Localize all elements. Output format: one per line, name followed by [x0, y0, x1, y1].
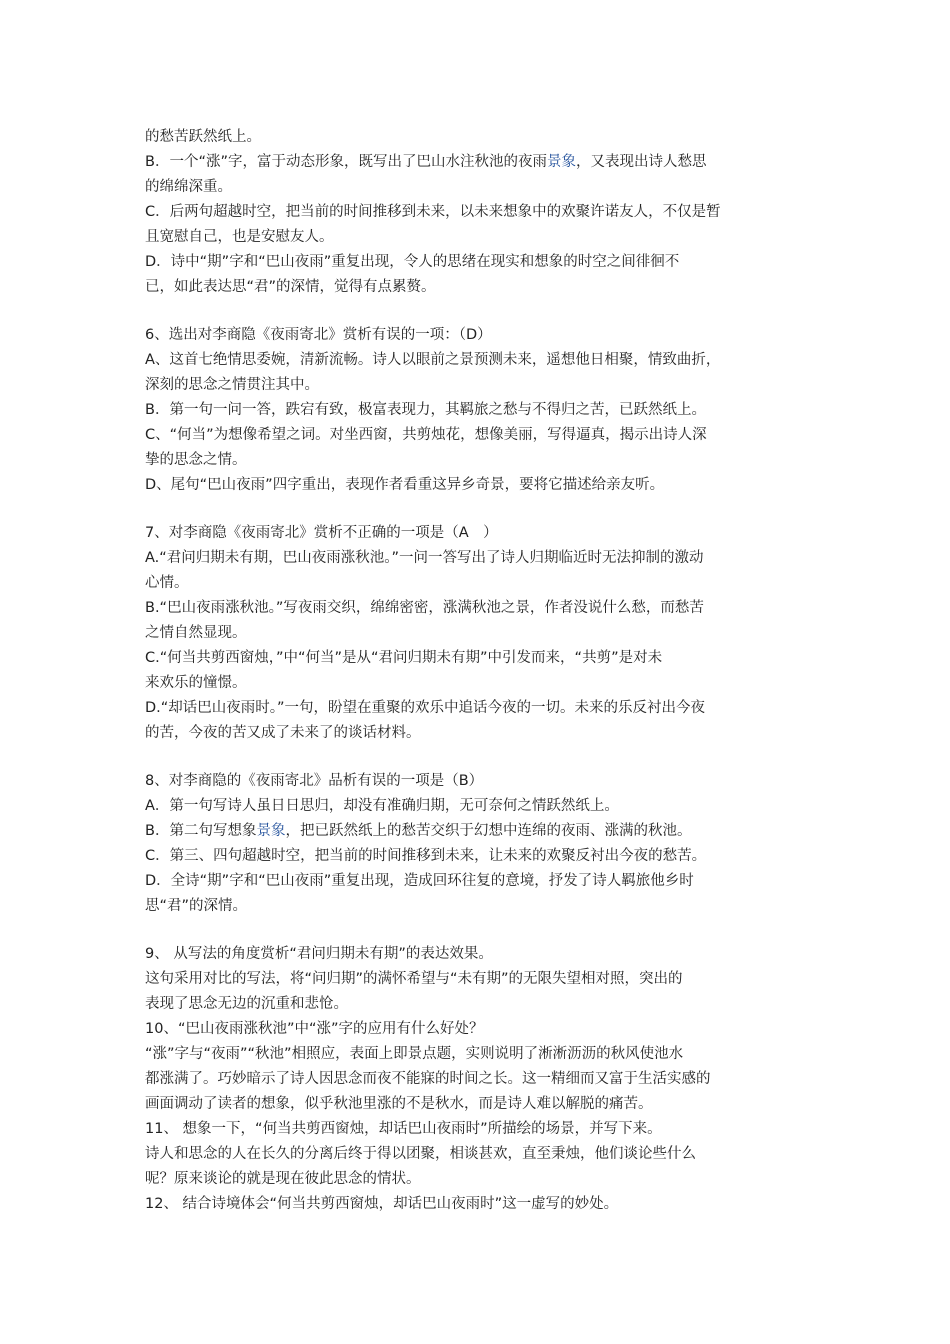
text-line: D．诗中“期”字和“巴山夜雨”重复出现，令人的思绪在现实和想象的时空之间徘徊不 [145, 254, 680, 270]
text-line: C．第三、四句超越时空，把当前的时间推移到未来，让未来的欢聚反衬出今夜的愁苦。 [145, 848, 707, 864]
paragraph-gap [145, 746, 815, 769]
text-line: 挚的思念之情。 [145, 452, 247, 468]
text-line: 的苦，今夜的苦又成了未来了的谈话材料。 [145, 725, 421, 741]
text-line: A.“君问归期未有期，巴山夜雨涨秋池。”一问一答写出了诗人归期临近时无法抑制的激动 [145, 550, 704, 566]
text-line: B．第一句一问一答，跌宕有致，极富表现力，其羁旅之愁与不得归之苦，已跃然纸上。 [145, 402, 706, 418]
text-line: C．后两句超越时空，把当前的时间推移到未来，以未来想象中的欢聚许诺友人，不仅是暂 [145, 204, 721, 220]
text-line: 的绵绵深重。 [145, 179, 232, 195]
text-line: 来欢乐的憧憬。 [145, 675, 247, 691]
text-line: D．全诗“期”字和“巴山夜雨”重复出现，造成回环往复的意境，抒发了诗人羁旅他乡时 [145, 873, 694, 889]
paragraph-gap [145, 300, 815, 323]
text-line: 深刻的思念之情贯注其中。 [145, 377, 319, 393]
text-line: 的愁苦跃然纸上。 [145, 129, 261, 145]
text-line: A．第一句写诗人虽日日思归，却没有准确归期，无可奈何之情跃然纸上。 [145, 798, 619, 814]
paragraph-gap [145, 498, 815, 521]
text-segment: ，又表现出诗人愁思 [575, 154, 707, 170]
text-segment: B．第二句写想象 [145, 823, 257, 839]
question-title: 6、选出对李商隐《夜雨寄北》赏析有误的一项：（D） [145, 327, 492, 343]
text-line: C、“何当”为想像希望之词。对坐西窗，共剪烛花，想像美丽，写得逼真，揭示出诗人深 [145, 427, 707, 443]
question-title: 12、 结合诗境体会“何当共剪西窗烛，却话巴山夜雨时”这一虚写的妙处。 [145, 1196, 619, 1212]
text-line: 已，如此表达思“君”的深情，觉得有点累赘。 [145, 279, 436, 295]
text-segment: B．一个“涨”字，富于动态形象，既写出了巴山水注秋池的夜雨 [145, 154, 547, 170]
text-line: B.“巴山夜雨涨秋池。”写夜雨交织，绵绵密密，涨满秋池之景，作者没说什么愁，而愁苦 [145, 600, 704, 616]
text-line: 心情。 [145, 575, 189, 591]
text-line: 表现了思念无边的沉重和悲怆。 [145, 996, 348, 1012]
text-line: 这句采用对比的写法，将“问归期”的满怀希望与“未有期”的无限失望相对照，突出的 [145, 971, 683, 987]
document-page [145, 125, 815, 1217]
text-line: 之情自然显现。 [145, 625, 247, 641]
question-title: 8、对李商隐的《夜雨寄北》品析有误的一项是（B） [145, 773, 484, 789]
question-title: 9、 从写法的角度赏析“君问归期未有期”的表达效果。 [145, 946, 493, 962]
hyperlink-jingxiang[interactable]: 景象 [546, 154, 576, 170]
text-line [145, 150, 815, 175]
text-line: 诗人和思念的人在长久的分离后终于得以团聚，相谈甚欢，直至秉烛，他们谈论些什么 [145, 1146, 696, 1162]
question-title: 11、 想象一下，“何当共剪西窗烛，却话巴山夜雨时”所描绘的场景，并写下来。 [145, 1121, 662, 1137]
text-segment: ，把已跃然纸上的愁苦交织于幻想中连绵的夜雨、涨满的秋池。 [285, 823, 692, 839]
paragraph-gap [145, 919, 815, 942]
text-line: “涨”字与“夜雨”“秋池”相照应，表面上即景点题，实则说明了淅淅沥沥的秋风使池水 [145, 1046, 684, 1062]
text-line: 都涨满了。巧妙暗示了诗人因思念而夜不能寐的时间之长。这一精细而又富于生活实感的 [145, 1071, 711, 1087]
hyperlink-jingxiang[interactable]: 景象 [256, 823, 286, 839]
question-title: 10、“巴山夜雨涨秋池”中“涨”字的应用有什么好处？ [145, 1021, 484, 1037]
question-title: 7、对李商隐《夜雨寄北》赏析不正确的一项是（A ） [145, 525, 498, 541]
text-line: A、这首七绝情思委婉，清新流畅。诗人以眼前之景预测未来，遥想他日相聚，情致曲折， [145, 352, 721, 368]
text-line: 画面调动了读者的想象，似乎秋池里涨的不是秋水，而是诗人难以解脱的痛苦。 [145, 1096, 653, 1112]
text-line: 呢？原来谈论的就是现在彼此思念的情状。 [145, 1171, 421, 1187]
text-line: C.“何当共剪西窗烛，”中“何当”是从“君问归期未有期”中引发而来，“共剪”是对未 [145, 650, 663, 666]
text-line: 且宽慰自己，也是安慰友人。 [145, 229, 334, 245]
text-line: 思“君”的深情。 [145, 898, 248, 914]
text-line: D.“却话巴山夜雨时。”一句，盼望在重聚的欢乐中追话今夜的一切。未来的乐反衬出今夜 [145, 700, 706, 716]
text-line: D、尾句“巴山夜雨”四字重出，表现作者看重这异乡奇景，要将它描述给亲友听。 [145, 477, 665, 493]
text-line [145, 819, 815, 844]
